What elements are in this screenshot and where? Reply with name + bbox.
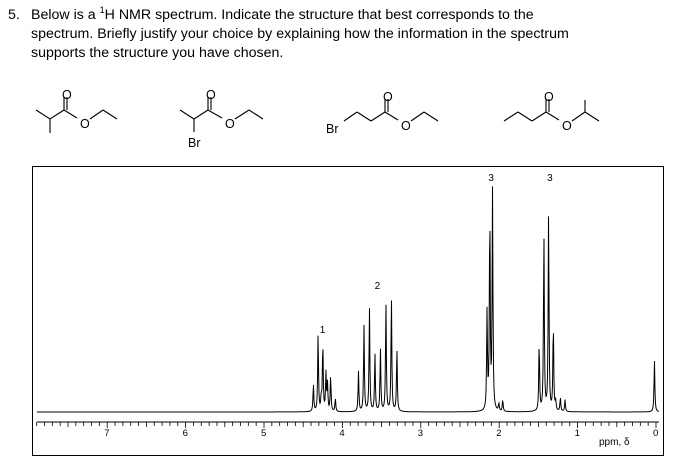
tick-label: 6 (182, 428, 188, 439)
x-axis (37, 422, 659, 439)
axis-unit-label: ppm, δ (599, 437, 630, 448)
nmr-spectrum-frame (32, 166, 664, 456)
peak-label: 2 (374, 281, 381, 292)
tick-label: 4 (339, 428, 345, 439)
oxygen-label: O (225, 117, 235, 131)
peak-label: 1 (319, 325, 326, 336)
tick-label: 3 (417, 428, 424, 439)
question-line-2: spectrum. Briefly justify your choice by explaining how the information in the spectrum (31, 26, 569, 42)
spectrum-trace (37, 186, 659, 412)
bromine-label: Br (188, 136, 201, 150)
tick-label: 1 (574, 428, 580, 439)
superscript-one: 1 (99, 5, 105, 15)
oxygen-label: O (562, 119, 572, 133)
oxygen-label: O (544, 90, 554, 104)
oxygen-label: O (80, 117, 90, 131)
oxygen-label: O (401, 119, 411, 133)
peak-labels (320, 173, 553, 336)
structure-1 (36, 97, 117, 133)
question-line-1-pre: Below is a (31, 7, 100, 23)
question-line-3: supports the structure you have chosen. (31, 45, 284, 61)
candidate-structures (0, 88, 674, 158)
peak-label: 3 (547, 173, 553, 184)
oxygen-label: O (383, 90, 393, 104)
tick-label: 5 (261, 428, 267, 439)
tick-label: 7 (104, 428, 110, 439)
oxygen-label: O (206, 88, 216, 102)
peak-label: 3 (488, 173, 494, 184)
bromine-label: Br (326, 122, 339, 136)
tick-label: 0 (653, 428, 659, 439)
question-line-1 (31, 6, 534, 25)
oxygen-label: O (62, 88, 72, 102)
tick-label: 2 (496, 428, 502, 439)
question-line-1-post: H NMR spectrum. Indicate the structure that best corresponds to the (104, 7, 534, 23)
structure-2 (180, 97, 263, 132)
nmr-spectrum (33, 167, 662, 454)
question-number: 5. (8, 7, 20, 23)
